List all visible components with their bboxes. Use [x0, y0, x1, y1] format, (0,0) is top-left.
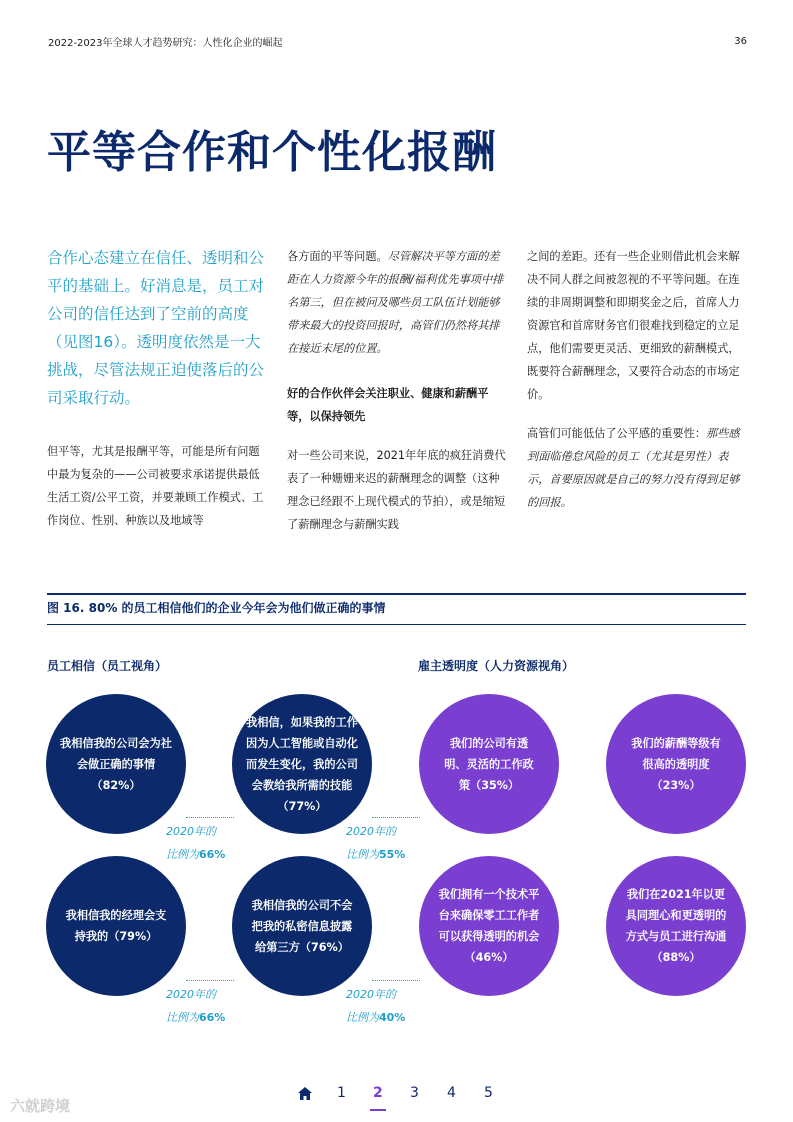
- employee-trust-circle-2: 我相信，如果我的工作因为人工智能或自动化而发生变化，我的公司会教给我所需的技能（77%）: [232, 694, 372, 834]
- lead-paragraph: 合作心态建立在信任、透明和公平的基础上。好消息是，员工对公司的信任达到了空前的高度（见图16）。透明度依然是一大挑战，尽管法规正迫使落后的公司采取行动。: [47, 249, 265, 407]
- body-paragraph-col2-2: 对一些公司来说，2021年年底的疯狂消费代表了一种姗姗来迟的薪酬理念的调整（这种理念已经跟不上现代模式的节拍），或是缩短了薪酬理念与薪酬实践: [287, 449, 506, 531]
- page-number: 36: [734, 36, 747, 47]
- comparison-2020-2: 2020年的 比例为55%: [346, 825, 406, 861]
- hr-view-label: 雇主透明度（人力资源视角）: [418, 659, 575, 673]
- comparison-2020-4: 2020年的 比例为40%: [346, 988, 406, 1024]
- hr-transparency-circle-2: 我们的薪酬等级有很高的透明度（23%）: [606, 694, 746, 834]
- comparison-2020-3: 2020年的 比例为66%: [166, 988, 226, 1024]
- page-navigation: [0, 1085, 793, 1111]
- hr-transparency-circle-4: 我们在2021年以更具同理心和更透明的方式与员工进行沟通（88%）: [606, 856, 746, 996]
- body-paragraph-col3-1: 之间的差距。还有一些企业则借此机会来解决不同人群之间被忽视的不平等问题。在连续的非周期调整和即期奖金之后，首席人力资源官和首席财务官们很难找到稳定的立足点，他们需要更灵活、更细致的薪酬模式，既要符合薪酬理念，又要符合动态的市场定价。: [527, 250, 740, 401]
- page-title: 平等合作和个性化报酬: [47, 127, 497, 178]
- home-icon[interactable]: [298, 1087, 312, 1104]
- employee-trust-circle-3: 我相信我的经理会支持我的（79%）: [46, 856, 186, 996]
- employee-trust-circle-4: 我相信我的公司不会把我的私密信息披露给第三方（76%）: [232, 856, 372, 996]
- connector-line-4: [372, 980, 420, 981]
- col2-text-regular: 各方面的平等问题。: [287, 250, 388, 263]
- watermark: 六就跨境: [10, 1097, 71, 1115]
- body-column-2: [287, 245, 509, 536]
- figure-top-rule: [47, 593, 746, 595]
- nav-page-2[interactable]: 2: [373, 1085, 383, 1101]
- employee-view-label: 员工相信（员工视角）: [47, 659, 168, 673]
- body-paragraph-col2-1: [287, 245, 509, 360]
- body-paragraph-col1: 但平等，尤其是报酬平等，可能是所有问题中最为复杂的——公司被要求承诺提供最低生活工资/公平工资，并要兼顾工作模式、工作岗位、性别、种族以及地域等: [47, 445, 264, 527]
- connector-line-2: [372, 817, 420, 818]
- nav-page-4[interactable]: 4: [447, 1085, 456, 1101]
- figure-bottom-rule: [47, 624, 746, 625]
- body-column-3: [527, 245, 749, 514]
- figure-title: 图 16. 80% 的员工相信他们的企业今年会为他们做正确的事情: [47, 601, 386, 615]
- employee-trust-circle-1: 我相信我的公司会为社会做正确的事情（82%）: [46, 694, 186, 834]
- nav-page-1[interactable]: 1: [337, 1085, 346, 1101]
- nav-active-indicator: [370, 1109, 386, 1111]
- connector-line-3: [186, 980, 234, 981]
- comparison-2020-1: 2020年的 比例为66%: [166, 825, 226, 861]
- running-header: 2022-2023年全球人才趋势研究：人性化企业的崛起: [48, 38, 283, 49]
- nav-page-3[interactable]: 3: [410, 1085, 419, 1101]
- body-paragraph-col3-2: [527, 422, 749, 514]
- hr-transparency-circle-3: 我们拥有一个技术平台来确保零工工作者可以获得透明的机会（46%）: [419, 856, 559, 996]
- connector-line-1: [186, 817, 234, 818]
- hr-transparency-circle-1: 我们的公司有透明、灵活的工作政策（35%）: [419, 694, 559, 834]
- col3-text-regular: 高管们可能低估了公平感的重要性：: [527, 427, 707, 440]
- nav-page-5[interactable]: 5: [484, 1085, 493, 1101]
- col2-text-italic: 尽管解决平等方面的差距在人力资源今年的报酬/福利优先事项中排名第三，但在被问及哪些员工队伍计划能够带来最大的投资回报时，高管们仍然将其排在接近末尾的位置。: [287, 250, 504, 355]
- section-subheading: 好的合作伙伴会关注职业、健康和薪酬平等，以保持领先: [287, 387, 489, 423]
- col3-text-italic: 那些感到面临倦怠风险的员工（尤其是男性）表示，首要原因就是自己的努力没有得到足够的回报。: [527, 427, 740, 509]
